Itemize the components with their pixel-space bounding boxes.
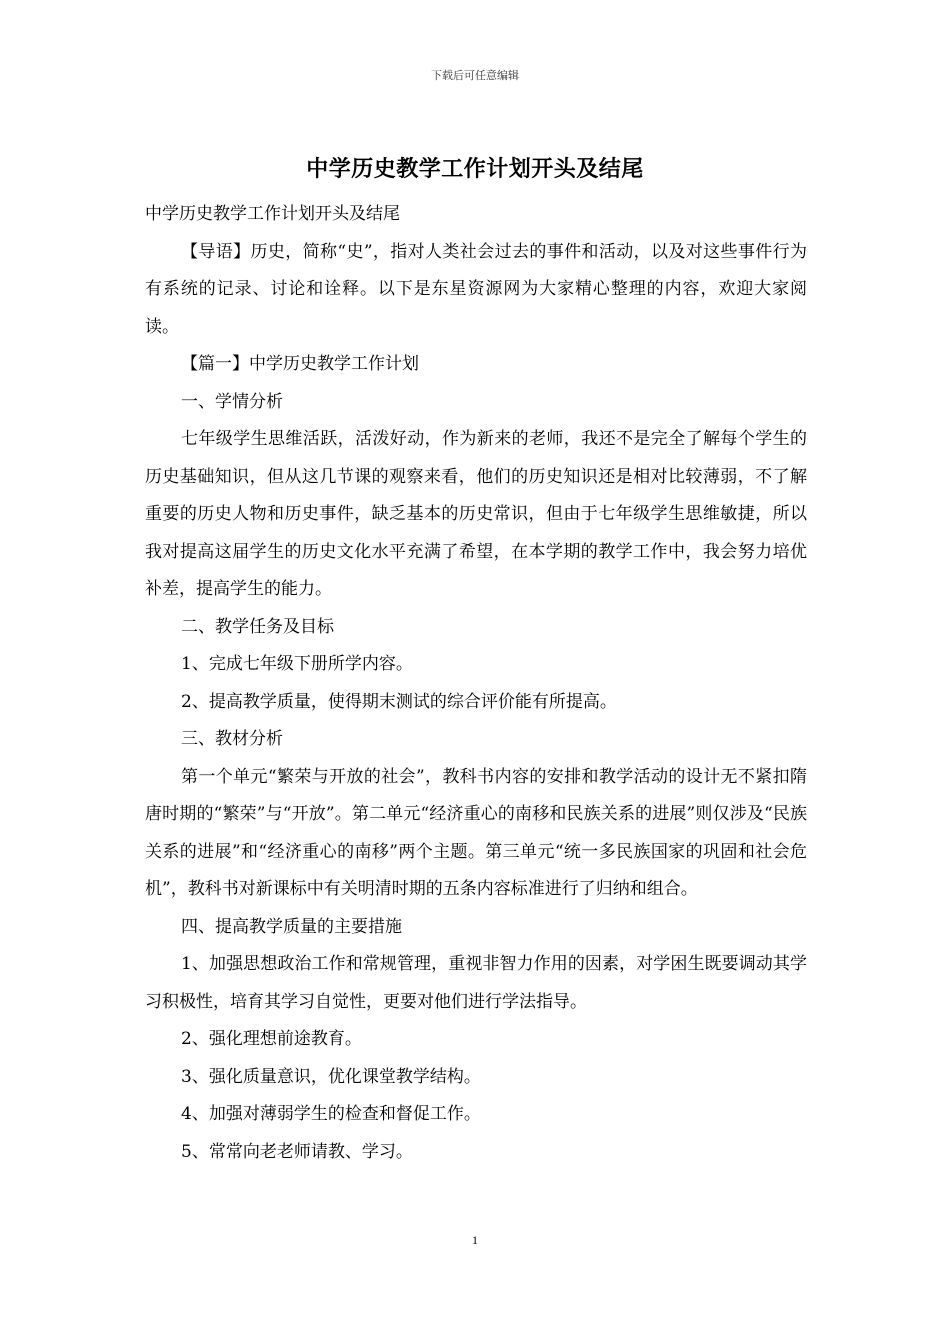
paragraph: 一、学情分析 <box>181 391 283 412</box>
page-number: 1 <box>472 1233 478 1247</box>
paragraph: 1、完成七年级下册所学内容。 <box>181 654 413 674</box>
header-note: 下载后可任意编辑 <box>431 69 519 82</box>
paragraph: 3、强化质量意识，优化课堂教学结构。 <box>181 1066 481 1087</box>
paragraph: 二、教学任务及目标 <box>181 616 334 637</box>
paragraph: 4、加强对薄弱学生的检查和督促工作。 <box>181 1104 481 1124</box>
paragraph: 1、加强思想政治工作和常规管理，重视非智力作用的因素，对学困生既要调动其学习积极性，培育其学习自觉性，更要对他们进行学法指导。 <box>145 954 807 1012</box>
document-title: 中学历史教学工作计划开头及结尾 <box>306 157 644 182</box>
paragraph: 四、提高教学质量的主要措施 <box>181 916 402 937</box>
document-body <box>145 196 807 1171</box>
paragraph: 5、常常向老老师请教、学习。 <box>181 1141 413 1162</box>
paragraph: 2、提高教学质量，使得期末测试的综合评价能有所提高。 <box>181 691 617 712</box>
paragraph: 七年级学生思维活跃，活泼好动，作为新来的老师，我还不是完全了解每个学生的历史基础知识，但从这几节课的观察来看，他们的历史知识还是相对比较薄弱，不了解重要的历史人物和历史事件，缺乏基本的历史常识，但由于七年级学生思维敏捷，所以我对提高这届学生的历史文化水平充满了希望，在本学期的教学工作中，我会努力培优补差，提高学生的能力。 <box>145 429 807 599</box>
paragraph: 2、强化理想前途教育。 <box>181 1029 362 1049</box>
paragraph: 第一个单元“繁荣与开放的社会”，教科书内容的安排和教学活动的设计无不紧扣隋唐时期的“繁荣”与“开放”。第二单元“经济重心的南移和民族关系的进展”则仅涉及“民族关系的进展”和“经济重心的南移”两个主题。第三单元“统一多民族国家的巩固和社会危机”，教科书对新课标中有关明清时期的五条内容标准进行了归纳和组合。 <box>145 766 807 899</box>
paragraph: 【篇一】中学历史教学工作计划 <box>181 354 419 374</box>
paragraph: 中学历史教学工作计划开头及结尾 <box>145 204 400 224</box>
paragraph: 三、教材分析 <box>181 729 283 749</box>
paragraph: 【导语】历史，简称“史”，指对人类社会过去的事件和活动，以及对这些事件行为有系统的记录、讨论和诠释。以下是东星资源网为大家精心整理的内容，欢迎大家阅读。 <box>145 241 807 337</box>
